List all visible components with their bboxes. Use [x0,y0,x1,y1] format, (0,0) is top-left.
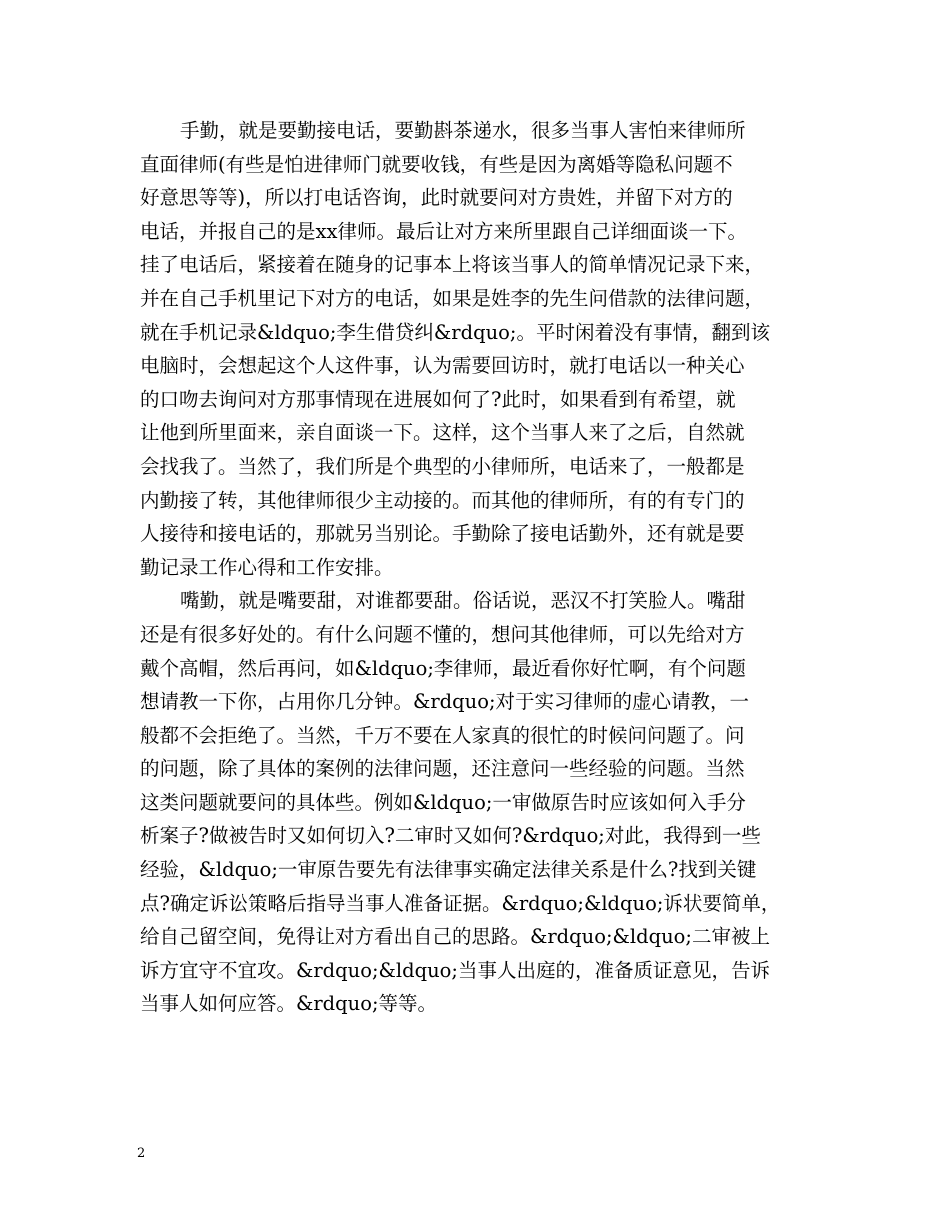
paragraph-mouth-diligence [140,584,820,1021]
text-line: 想请教一下你，占用你几分钟。&rdquo;对于实习律师的虚心请教，一 [140,690,750,714]
text-line: 电脑时，会想起这个人这件事，认为需要回访时，就打电话以一种关心 [140,354,745,378]
paragraph-hand-diligence [140,114,820,584]
text-line: 经验，&ldquo;一审原告要先有法律事实确定法律关系是什么?找到关键 [140,858,757,882]
text-line: 的口吻去询问对方那事情现在进展如何了?此时，如果看到有希望，就 [140,387,736,411]
text-line: 直面律师(有些是怕进律师门就要收钱，有些是因为离婚等隐私问题不 [140,152,733,176]
text-line: 让他到所里面来，亲自面谈一下。这样，这个当事人来了之后，自然就 [140,421,745,445]
text-line: 当事人如何应答。&rdquo;等等。 [140,992,438,1016]
text-line: 给自己留空间，免得让对方看出自己的思路。&rdquo;&ldquo;二审被上 [140,925,770,949]
text-line: 就在手机记录&ldquo;李生借贷纠&rdquo;。平时闲着没有事情，翻到该 [140,320,770,344]
text-line: 人接待和接电话的，那就另当别论。手勤除了接电话勤外，还有就是要 [140,522,745,546]
text-line: 点?确定诉讼策略后指导当事人准备证据。&rdquo;&ldquo;诉状要简单， [140,891,781,915]
text-line: 好意思等等)，所以打电话咨询，此时就要问对方贵姓，并留下对方的 [140,186,733,210]
text-line: 戴个高帽，然后再问，如&ldquo;李律师，最近看你好忙啊，有个问题 [140,656,746,680]
text-line: 还是有很多好处的。有什么问题不懂的，想问其他律师，可以先给对方 [140,622,745,646]
text-line: 会找我了。当然了，我们所是个典型的小律师所，电话来了，一般都是 [140,454,745,478]
text-line: 内勤接了转，其他律师很少主动接的。而其他的律师所，有的有专门的 [140,488,745,512]
text-line: 诉方宜守不宜攻。&rdquo;&ldquo;当事人出庭的，准备质证意见，告诉 [140,958,770,982]
text-line: 的问题，除了具体的案例的法律问题，还注意问一些经验的问题。当然 [140,757,745,781]
text-line: 手勤，就是要勤接电话，要勤斟茶递水，很多当事人害怕来律师所 [180,119,746,142]
text-line: 电话，并报自己的是xx律师。最后让对方来所里跟自己详细面谈一下。 [140,219,747,243]
body-text [140,114,820,1021]
text-line: 嘴勤，就是嘴要甜，对谁都要甜。俗话说，恶汉不打笑脸人。嘴甜 [180,589,746,613]
text-line: 般都不会拒绝了。当然，千万不要在人家真的很忙的时候问问题了。问 [140,723,745,747]
text-line: 勤记录工作心得和工作安排。 [140,555,394,579]
text-line: 析案子?做被告时又如何切入?二审时又如何?&rdquo;对此，我得到一些 [140,824,761,848]
text-line: 并在自己手机里记下对方的电话，如果是姓李的先生问借款的法律问题， [140,286,765,310]
text-line: 挂了电话后，紧接着在随身的记事本上将该当事人的简单情况记录下来， [140,253,765,277]
text-line: 这类问题就要问的具体些。例如&ldquo;一审做原告时应该如何入手分 [140,790,746,814]
page-number: 2 [137,1146,146,1161]
